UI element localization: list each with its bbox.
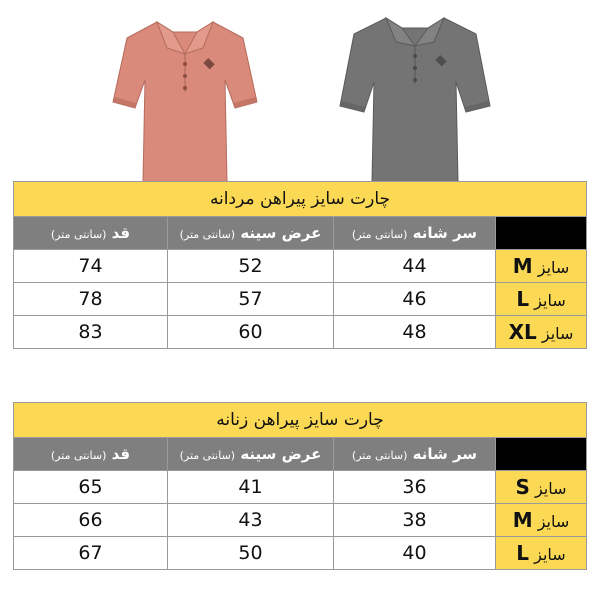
table-row bbox=[14, 283, 587, 316]
chest-value: 57 bbox=[168, 283, 334, 316]
chest-value: 52 bbox=[168, 250, 334, 283]
men-chart-title: چارت سایز پیراهن مردانه bbox=[14, 182, 587, 217]
header-length: قد (سانتی متر) bbox=[14, 438, 168, 471]
length-value: 78 bbox=[14, 283, 168, 316]
table-row bbox=[14, 504, 587, 537]
men-size-chart-table bbox=[13, 181, 587, 349]
length-value: 83 bbox=[14, 316, 168, 349]
size-label: سایز S bbox=[496, 471, 587, 504]
chest-value: 41 bbox=[168, 471, 334, 504]
chest-value: 43 bbox=[168, 504, 334, 537]
size-label: سایز L bbox=[496, 283, 587, 316]
length-value: 67 bbox=[14, 537, 168, 570]
shoulder-value: 40 bbox=[334, 537, 496, 570]
table-row bbox=[14, 471, 587, 504]
header-corner bbox=[496, 438, 587, 471]
shoulder-value: 38 bbox=[334, 504, 496, 537]
size-label: سایز XL bbox=[496, 316, 587, 349]
women-chart-title: چارت سایز پیراهن زنانه bbox=[14, 403, 587, 438]
shoulder-value: 36 bbox=[334, 471, 496, 504]
size-label: سایز M bbox=[496, 504, 587, 537]
header-chest-width: عرض سینه (سانتی متر) bbox=[168, 217, 334, 250]
table-row bbox=[14, 537, 587, 570]
header-chest-width: عرض سینه (سانتی متر) bbox=[168, 438, 334, 471]
header-shoulder: سر شانه (سانتی متر) bbox=[334, 217, 496, 250]
table-row bbox=[14, 250, 587, 283]
size-label: سایز L bbox=[496, 537, 587, 570]
chest-value: 60 bbox=[168, 316, 334, 349]
size-label: سایز M bbox=[496, 250, 587, 283]
shoulder-value: 46 bbox=[334, 283, 496, 316]
table-row bbox=[14, 316, 587, 349]
header-corner bbox=[496, 217, 587, 250]
women-size-chart-table bbox=[13, 402, 587, 570]
length-value: 66 bbox=[14, 504, 168, 537]
shoulder-value: 44 bbox=[334, 250, 496, 283]
pink-polo-shirt-icon bbox=[105, 10, 265, 182]
header-shoulder: سر شانه (سانتی متر) bbox=[334, 438, 496, 471]
length-value: 74 bbox=[14, 250, 168, 283]
header-length: قد (سانتی متر) bbox=[14, 217, 168, 250]
chest-value: 50 bbox=[168, 537, 334, 570]
length-value: 65 bbox=[14, 471, 168, 504]
grey-polo-shirt-icon bbox=[330, 10, 500, 182]
shoulder-value: 48 bbox=[334, 316, 496, 349]
